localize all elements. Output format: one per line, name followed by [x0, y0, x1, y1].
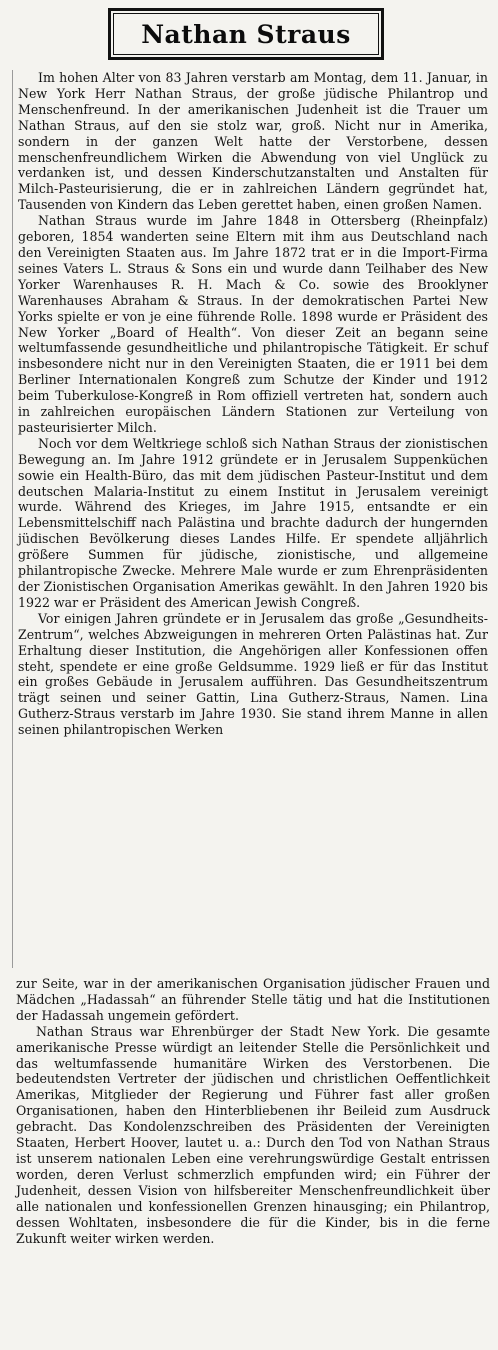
article-body-lower: [16, 976, 490, 1246]
headline: Nathan Straus: [141, 19, 351, 49]
article-body-upper: [18, 70, 488, 738]
paragraph-zionism: Noch vor dem Weltkriege schloß sich Nathan Straus der zionistischen Bewegung an. Im Jahre 1912 gründete er in Jerusalem Suppenküchen sowie ein Health-Büro, das mit dem jüdischen Pasteur-Institut und dem deutschen Malaria-Institut zu einem Institut in Jerusalem vereinigt wurde. Während des Krieges, im Jahre 1915, entsandte er ein Lebensmittelschiff nach Palästina und brachte dadurch der hungernden jüdischen Bevölkerung dieses Landes Hilfe. Er spendete alljährlich größere Summen für jüdische, zionistische, und allgemeine philantropische Zwecke. Mehrere Male wurde er zum Ehrenpräsidenten der Zionistischen Organisation Amerikas gewählt. In den Jahren 1920 bis 1922 war er Präsident des American Jewish Congreß.: [18, 435, 488, 610]
paragraph-biography: Nathan Straus wurde im Jahre 1848 in Ottersberg (Rheinpfalz) geboren, 1854 wanderten seine Eltern mit ihm aus Deutschland nach den Vereinigten Staaten aus. Im Jahre 1872 trat er in die Import-Firma seines Vaters L. Straus & Sons ein und wurde dann Teilhaber des New Yorker Warenhauses R. H. Mach & Co. sowie des Brooklyner Warenhauses Abraham & Straus. In der demokratischen Partei New Yorks spielte er von je eine führende Rolle. 1898 wurde er Präsident des New Yorker „Board of Health“. Von dieser Zeit an begann seine weltumfassende gesundheitliche und philantropische Tätigkeit. Er schuf insbesondere nicht nur in den Vereinigten Staaten, die er 1911 bei dem Berliner Internationalen Kongreß zum Schutze der Kinder und 1912 beim Tuberkulose-Kongreß in Rom offiziell vertreten hat, sondern auch in zahlreichen europäischen Ländern Stationen zur Verteilung von pasteurisierter Milch.: [18, 213, 488, 435]
paragraph-hadassah: zur Seite, war in der amerikanischen Organisation jüdischer Frauen und Mädchen „Hadassah“ an führender Stelle tätig und hat die Institutionen der Hadassah ungemein gefördert.: [16, 976, 490, 1023]
paragraph-obituary-intro: Im hohen Alter von 83 Jahren verstarb am Montag, dem 11. Januar, in New York Herr Nathan Straus, der große jüdische Philantrop und Menschenfreund. In der amerikanischen Judenheit ist die Trauer um Nathan Straus, auf den sie stolz war, groß. Nicht nur in Amerika, sondern in der ganzen Welt hatte der Verstorbene, dessen menschenfreundlichem Wirken die Abwendung von viel Unglück zu verdanken ist, und dessen Kinderschutzanstalten und Anstalten für Milch-Pasteurisierung, die er in zahlreichen Ländern gegründet hat, Tausenden von Kindern das Leben gerettet haben, einen großen Namen.: [18, 70, 488, 213]
headline-frame: [108, 8, 384, 60]
paragraph-condolences: Nathan Straus war Ehrenbürger der Stadt New York. Die gesamte amerikanische Presse würdigt an leitender Stelle die Persönlichkeit und das weltumfassende humanitäre Wirken des Verstorbenen. Die bedeutendsten Vertreter der jüdischen und christlichen Oeffentlichkeit Amerikas, Mitglieder der Regierung und Führer fast aller großen Organisationen, haben den Hinterbliebenen ihr Beileid zum Ausdruck gebracht. Das Kondolenzschreiben des Präsidenten der Vereinigten Staaten, Herbert Hoover, lautet u. a.: Durch den Tod von Nathan Straus ist unserem nationalen Leben eine verehrungswürdige Gestalt entrissen worden, deren Verlust schmerzlich empfunden wird; ein Führer der Judenheit, dessen Vision von hilfsbereiter Menschenfreundlichkeit über alle nationalen und konfessionellen Grenzen hinausging; ein Philantrop, dessen Wohltaten, insbesondere die für die Kinder, bis in die ferne Zukunft weiter wirken werden.: [16, 1023, 490, 1246]
paragraph-health-center: Vor einigen Jahren gründete er in Jerusalem das große „Gesundheits-Zentrum“, welches Abzweigungen in mehreren Orten Palästinas hat. Zur Erhaltung dieser Institution, die Angehörigen aller Konfessionen offen steht, spendete er eine große Geldsumme. 1929 ließ er für das Institut ein großes Gebäude in Jerusalem aufführen. Das Gesundheitszentrum trägt seinen und seiner Gattin, Lina Gutherz-Straus, Namen. Lina Gutherz-Straus verstarb im Jahre 1930. Sie stand ihrem Manne in allen seinen philantropischen Werken: [18, 610, 488, 738]
